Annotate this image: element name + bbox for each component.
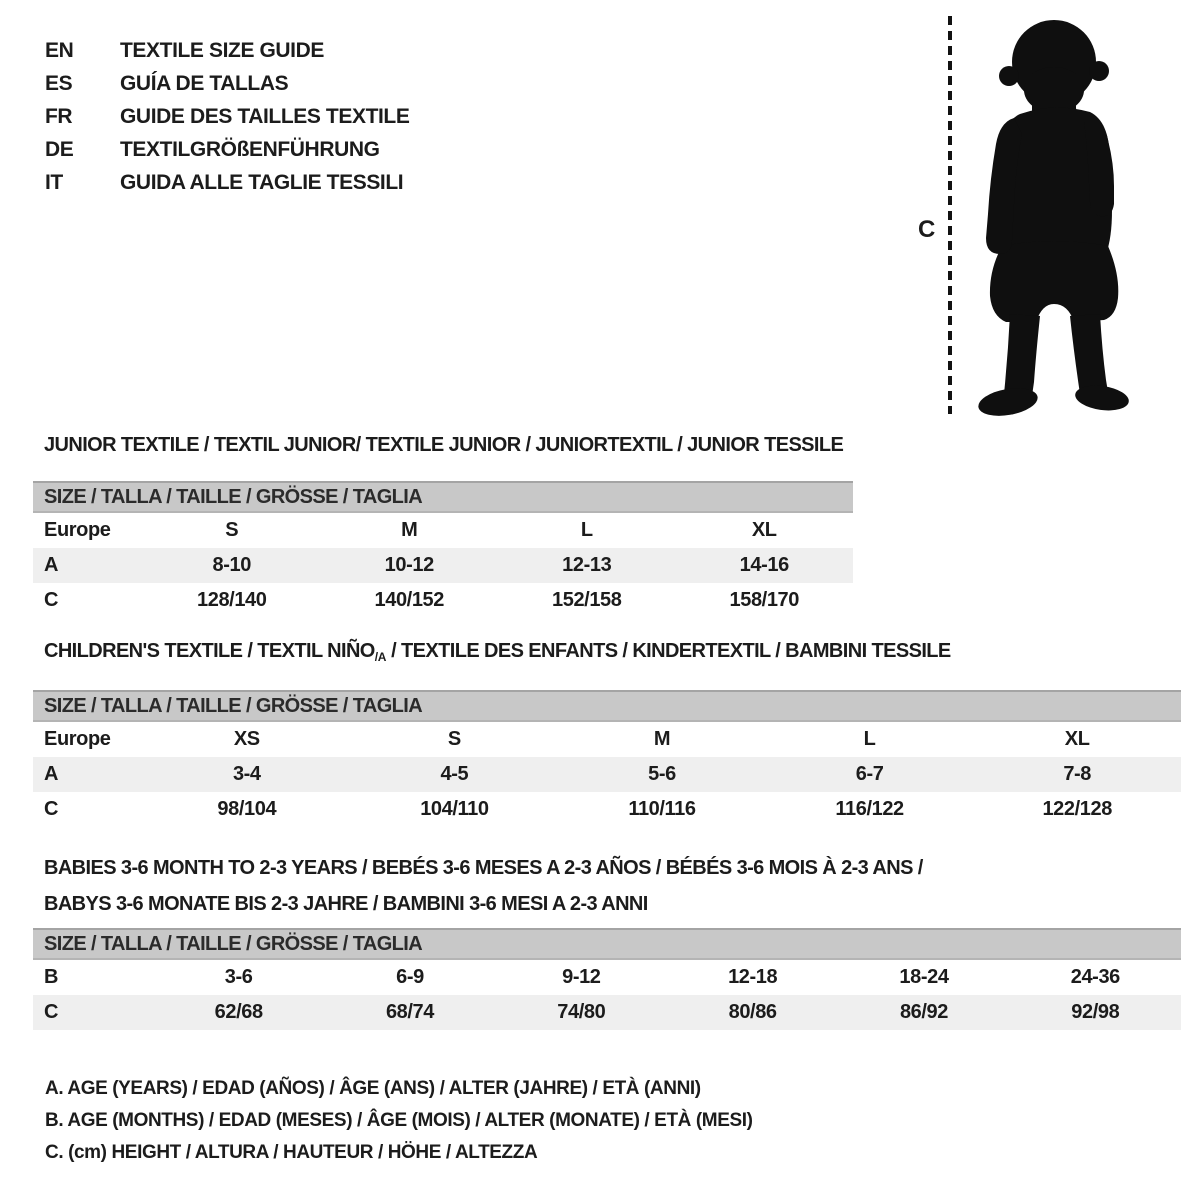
children-title-subscript: /A — [374, 650, 387, 664]
months-cell: 9-12 — [562, 966, 601, 988]
language-code: EN — [45, 38, 74, 62]
language-code: ES — [45, 71, 73, 95]
age-cell: 12-13 — [498, 548, 676, 583]
height-cell: 80/86 — [667, 995, 838, 1030]
children-title-prefix: CHILDREN'S TEXTILE / TEXTIL NIÑO — [44, 640, 375, 662]
guide-title-it: GUIDA ALLE TAGLIE TESSILI — [120, 170, 404, 194]
height-cell: 62/68 — [153, 995, 324, 1030]
table-row-europe — [33, 722, 1181, 757]
age-cell: 10-12 — [321, 548, 499, 583]
size-header-bar — [33, 928, 1181, 960]
age-cell: 4-5 — [351, 757, 559, 792]
months-cell: 18-24 — [899, 966, 949, 988]
legend — [45, 1073, 753, 1169]
legend-line-a: A. AGE (YEARS) / EDAD (AÑOS) / ÂGE (ANS) / ALTER (JAHRE) / ETÀ (ANNI) — [45, 1078, 701, 1099]
size-header-label: SIZE / TALLA / TAILLE / GRÖSSE / TAGLIA — [33, 690, 1181, 722]
size-cell: L — [863, 728, 876, 750]
row-label: C — [33, 995, 153, 1030]
language-row-de — [45, 133, 409, 166]
age-cell: 3-4 — [143, 757, 351, 792]
language-title-list — [45, 34, 409, 199]
junior-section-title: JUNIOR TEXTILE / TEXTIL JUNIOR/ TEXTILE JUNIOR / JUNIORTEXTIL / JUNIOR TESSILE — [44, 434, 844, 456]
children-section-title — [44, 640, 951, 664]
language-code: IT — [45, 170, 63, 194]
row-label: B — [44, 966, 59, 988]
size-header-label: SIZE / TALLA / TAILLE / GRÖSSE / TAGLIA — [33, 481, 853, 513]
size-cell: L — [580, 519, 593, 541]
size-cell: XL — [1064, 728, 1090, 750]
height-cell: 92/98 — [1010, 995, 1181, 1030]
height-cell: 68/74 — [324, 995, 495, 1030]
size-cell: XL — [751, 519, 777, 541]
baby-silhouette — [962, 14, 1142, 420]
guide-title-es: GUÍA DE TALLAS — [120, 71, 289, 95]
junior-size-table — [33, 481, 853, 618]
height-cell: 128/140 — [197, 589, 267, 611]
table-row-age — [33, 757, 1181, 792]
months-cell: 3-6 — [224, 966, 253, 988]
guide-title-fr: GUIDE DES TAILLES TEXTILE — [120, 104, 410, 128]
size-header-bar — [33, 690, 1181, 722]
height-cell: 152/158 — [552, 589, 622, 611]
babies-section-title — [44, 850, 923, 922]
months-cell: 12-18 — [728, 966, 778, 988]
table-row-age — [33, 548, 853, 583]
table-row-height — [33, 792, 1181, 827]
children-title-suffix: / TEXTILE DES ENFANTS / KINDERTEXTIL / BAMBINI TESSILE — [386, 640, 951, 662]
height-cell: 122/128 — [1042, 798, 1112, 820]
guide-title-en: TEXTILE SIZE GUIDE — [120, 38, 324, 62]
size-cell: S — [225, 519, 239, 541]
language-row-es — [45, 67, 409, 100]
height-cell: 110/116 — [628, 798, 696, 820]
height-cell: 74/80 — [496, 995, 667, 1030]
height-cell: 86/92 — [838, 995, 1009, 1030]
size-header-bar — [33, 481, 853, 513]
row-label: A — [33, 757, 143, 792]
table-row-europe — [33, 513, 853, 548]
height-cell: 104/110 — [420, 798, 489, 820]
row-label: Europe — [44, 728, 111, 750]
height-measure-label: C — [918, 216, 935, 243]
table-row-height — [33, 583, 853, 618]
age-cell: 5-6 — [558, 757, 766, 792]
children-size-table — [33, 690, 1181, 827]
height-cell: 140/152 — [374, 589, 444, 611]
height-cell: 158/170 — [729, 589, 799, 611]
table-row-height — [33, 995, 1181, 1030]
legend-line-c: C. (cm) HEIGHT / ALTURA / HAUTEUR / HÖHE / ALTEZZA — [45, 1142, 538, 1163]
language-row-fr — [45, 100, 409, 133]
age-cell: 7-8 — [973, 757, 1181, 792]
age-cell: 14-16 — [676, 548, 854, 583]
size-cell: XS — [233, 728, 260, 750]
size-header-label: SIZE / TALLA / TAILLE / GRÖSSE / TAGLIA — [33, 928, 1181, 960]
language-row-en — [45, 34, 409, 67]
language-row-it — [45, 166, 409, 199]
babies-size-table — [33, 928, 1181, 1030]
height-dashed-line — [948, 16, 952, 414]
age-cell: 6-7 — [766, 757, 974, 792]
row-label: A — [33, 548, 143, 583]
row-label: C — [44, 798, 59, 820]
months-cell: 6-9 — [396, 966, 424, 988]
babies-title-line2: BABYS 3-6 MONATE BIS 2-3 JAHRE / BAMBINI 3-6 MESI A 2-3 ANNI — [44, 893, 648, 915]
row-label: Europe — [44, 519, 111, 541]
age-cell: 8-10 — [143, 548, 321, 583]
size-cell: M — [653, 728, 671, 750]
table-row-months — [33, 960, 1181, 995]
legend-line-b: B. AGE (MONTHS) / EDAD (MESES) / ÂGE (MOIS) / ALTER (MONATE) / ETÀ (MESI) — [45, 1110, 753, 1131]
height-cell: 116/122 — [835, 798, 904, 820]
babies-title-line1: BABIES 3-6 MONTH TO 2-3 YEARS / BEBÉS 3-6 MESES A 2-3 AÑOS / BÉBÉS 3-6 MOIS À 2-3 ANS / — [44, 857, 923, 879]
size-cell: S — [447, 728, 461, 750]
months-cell: 24-36 — [1070, 966, 1120, 988]
size-cell: M — [401, 519, 418, 541]
language-code: DE — [45, 137, 74, 161]
row-label: C — [44, 589, 59, 611]
height-cell: 98/104 — [217, 798, 277, 820]
language-code: FR — [45, 104, 73, 128]
guide-title-de: TEXTILGRÖßENFÜHRUNG — [120, 137, 380, 161]
